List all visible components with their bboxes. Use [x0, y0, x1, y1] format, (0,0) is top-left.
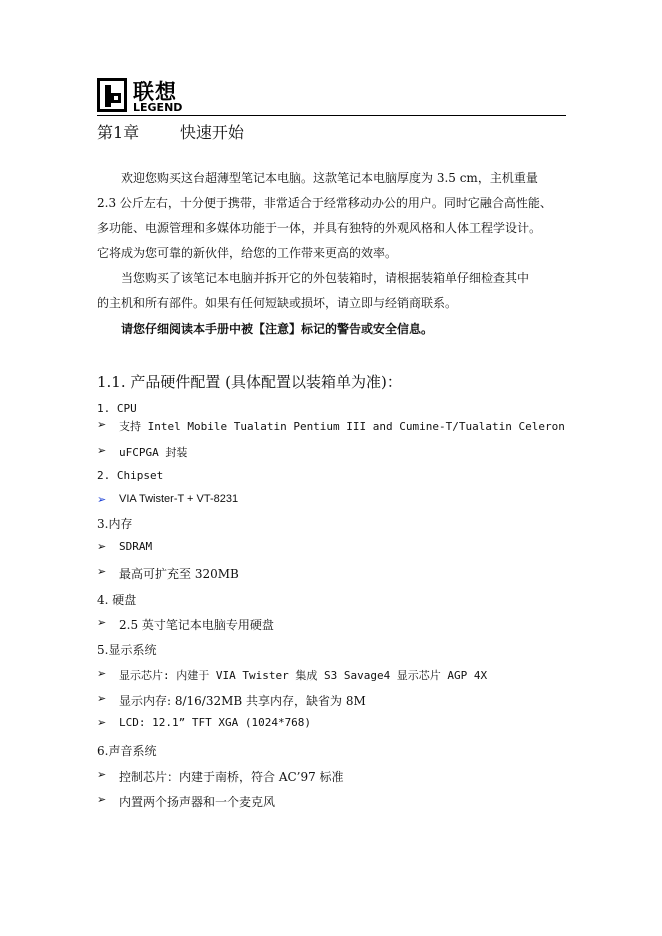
bullet-arrow-icon: ➢	[97, 692, 107, 705]
spec-item: 显示芯片: 内建于 VIA Twister 集成 S3 Savage4 显示芯片 AGP 4X	[119, 669, 488, 682]
bullet-arrow-icon: ➢	[97, 768, 107, 781]
legend-logo-mark	[97, 78, 127, 112]
spec-heading-display: 5.显示系统	[97, 643, 157, 657]
spec-item: 支持 Intel Mobile Tualatin Pentium III and Cumine-T/Tualatin Celeron	[119, 420, 565, 433]
safety-notice: 请您仔细阅读本手册中被【注意】标记的警告或安全信息。	[121, 322, 434, 336]
header-rule	[97, 115, 566, 116]
legend-logo	[97, 78, 197, 116]
bullet-arrow-icon: ➢	[97, 716, 107, 729]
spec-heading-audio: 6.声音系统	[97, 744, 157, 758]
bullet-arrow-icon: ➢	[97, 493, 107, 506]
spec-item: LCD: 12.1” TFT XGA (1024*768)	[119, 716, 312, 729]
spec-heading-chipset: 2. Chipset	[97, 469, 164, 482]
intro-line: 2.3 公斤左右，十分便于携带，非常适合于经常移动办公的用户。同时它融合高性能、	[97, 196, 552, 210]
bullet-arrow-icon: ➢	[97, 565, 107, 578]
spec-heading-cpu: 1. CPU	[97, 402, 137, 415]
spec-item: 2.5 英寸笔记本电脑专用硬盘	[119, 618, 274, 632]
spec-item: 控制芯片：内建于南桥，符合 AC’97 标准	[119, 770, 344, 784]
spec-item: uFCPGA 封装	[119, 446, 188, 459]
intro-line: 的主机和所有部件。如果有任何短缺或损坏，请立即与经销商联系。	[97, 296, 458, 310]
spec-item: 显示内存: 8/16/32MB 共享内存，缺省为 8M	[119, 694, 366, 708]
bullet-arrow-icon: ➢	[97, 667, 107, 680]
intro-line: 多功能、电源管理和多媒体功能于一体，并具有独特的外观风格和人体工程学设计。	[97, 221, 542, 235]
spec-item: SDRAM	[119, 540, 153, 553]
spec-heading-memory: 3.内存	[97, 517, 133, 531]
intro-line: 它将成为您可靠的新伙伴，给您的工作带来更高的效率。	[97, 246, 398, 260]
bullet-arrow-icon: ➢	[97, 418, 107, 431]
logo-chinese-text: 联想	[133, 80, 177, 104]
bullet-arrow-icon: ➢	[97, 616, 107, 629]
spec-item: VIA Twister-T + VT-8231	[119, 493, 239, 505]
spec-item: 内置两个扬声器和一个麦克风	[119, 795, 276, 809]
bullet-arrow-icon: ➢	[97, 444, 107, 457]
spec-heading-disk: 4. 硬盘	[97, 593, 137, 607]
spec-item: 最高可扩充至 320MB	[119, 567, 239, 581]
intro-line: 当您购买了该笔记本电脑并拆开它的外包装箱时，请根据装箱单仔细检查其中	[121, 271, 530, 285]
chapter-title: 第1章 快速开始	[97, 123, 244, 142]
bullet-arrow-icon: ➢	[97, 793, 107, 806]
logo-english-text: LEGEND	[133, 101, 183, 114]
intro-line: 欢迎您购买这台超薄型笔记本电脑。这款笔记本电脑厚度为 3.5 cm，主机重量	[121, 171, 538, 185]
bullet-arrow-icon: ➢	[97, 540, 107, 553]
section-title: 1.1. 产品硬件配置 (具体配置以装箱单为准)：	[97, 373, 402, 391]
